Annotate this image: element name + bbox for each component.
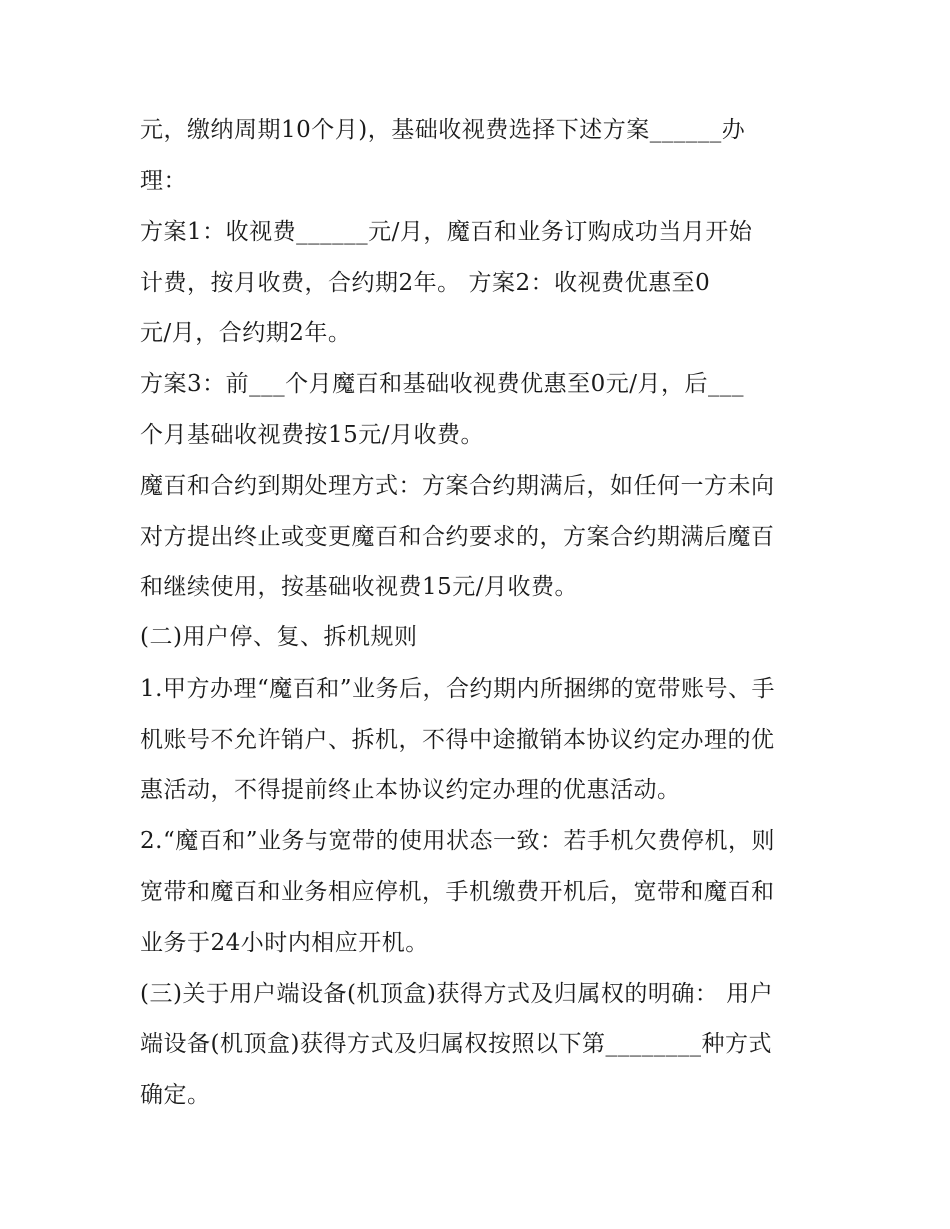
section-heading: (三)关于用户端设备(机顶盒)获得方式及归属权的明确： 用户 — [140, 981, 774, 1007]
text-line: 1.甲方办理“魔百和”业务后，合约期内所捆绑的宽带账号、手 — [140, 676, 775, 702]
text-line: 理： — [140, 168, 187, 194]
text-line: 元，缴纳周期10个月)，基础收视费选择下述方案______办 — [140, 117, 746, 143]
text-line: 业务于24小时内相应开机。 — [140, 930, 429, 956]
text-line: 宽带和魔百和业务相应停机，手机缴费开机后，宽带和魔百和 — [140, 879, 775, 905]
text-line: 元/月，合约期2年。 — [140, 320, 352, 346]
text-line: 方案3：前___个月魔百和基础收视费优惠至0元/月，后___ — [140, 371, 745, 397]
text-line: 方案1：收视费______元/月，魔百和业务订购成功当月开始 — [140, 219, 753, 245]
text-line: 2.“魔百和”业务与宽带的使用状态一致：若手机欠费停机，则 — [140, 828, 775, 854]
text-line: 机账号不允许销户、拆机，不得中途撤销本协议约定办理的优 — [140, 727, 775, 753]
text-line: 确定。 — [140, 1082, 211, 1108]
text-line: 计费，按月收费，合约期2年。 方案2：收视费优惠至0 — [140, 270, 711, 296]
section-heading: (二)用户停、复、拆机规则 — [140, 624, 418, 650]
text-line: 魔百和合约到期处理方式：方案合约期满后，如任何一方未向 — [140, 473, 775, 499]
text-line: 对方提出终止或变更魔百和合约要求的，方案合约期满后魔百 — [140, 524, 775, 550]
text-line: 惠活动，不得提前终止本协议约定办理的优惠活动。 — [140, 777, 681, 803]
text-line: 和继续使用，按基础收视费15元/月收费。 — [140, 574, 579, 600]
text-line: 个月基础收视费按15元/月收费。 — [140, 422, 485, 448]
text-line: 端设备(机顶盒)获得方式及归属权按照以下第________种方式 — [140, 1031, 772, 1057]
